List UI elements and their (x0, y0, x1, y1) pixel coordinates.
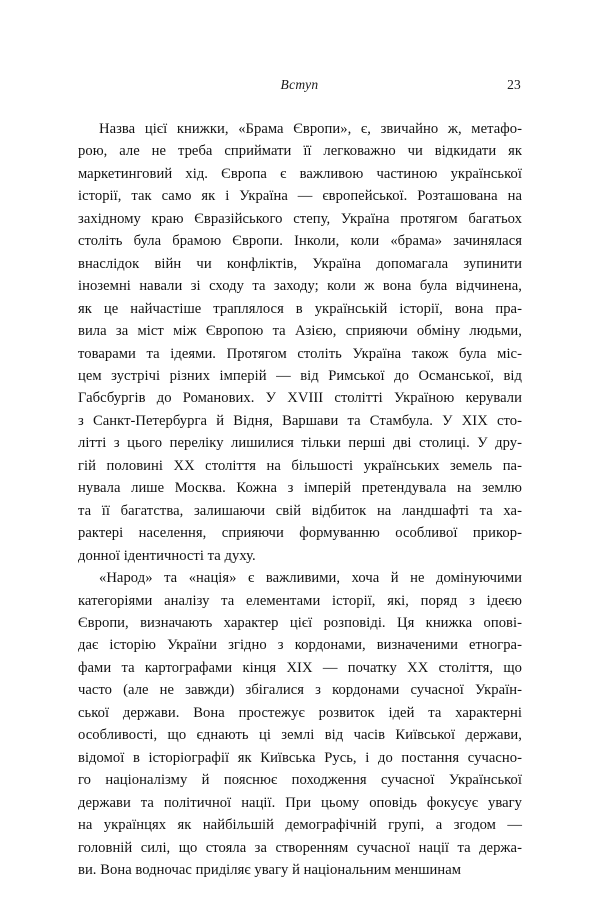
text-line: відомої в історіографії як Київська Русь, і до постання сучасно- (78, 749, 522, 766)
running-head-title: Вступ (280, 77, 319, 92)
text-line: фами та картографами кінця XIX — початку XX століття, що (78, 659, 522, 676)
text-line: ської держави. Вона простежує розвиток ідей та характерні (78, 704, 522, 721)
text-line: як це найчастіше траплялося в українській історії, вона пра- (78, 300, 522, 317)
text-line: історії, так само як і Україна — європейської. Розташована на (78, 188, 522, 205)
text-line: маркетинговий хід. Європа є важливою частиною української (78, 165, 522, 182)
text-line: рактері населення, сприяючи формуванню особливої прикор- (78, 525, 522, 542)
text-line: внаслідок війн чи конфліктів, Україна допомагала зупинити (78, 255, 522, 272)
text-line: нувала лише Москва. Кожна з імперій претендувала на землю (78, 480, 522, 497)
text-line: особливості, що єднають ці землі від часів Київської держави, (78, 727, 522, 744)
text-line: категоріями аналізу та елементами історії, які, поряд з ідеєю (78, 592, 522, 609)
text-line: цем зустрічі різних імперій — від Римської до Османської, від (78, 367, 522, 384)
paragraph-2 (78, 567, 522, 881)
text-line: держави та політичної нації. При цьому оповідь фокусує увагу (78, 794, 522, 811)
text-line: гій половині XX століття на більшості українських земель па- (78, 457, 522, 474)
text-line: головній силі, що стояла за створенням сучасної нації та держа- (78, 839, 522, 856)
text-line: рою, але не треба сприймати її легковажно чи відкидати як (78, 143, 522, 160)
text-line: «Народ» та «нація» є важливими, хоча й не домінуючими (99, 570, 522, 587)
text-line: го націоналізму й пояснює походження сучасної Української (78, 772, 522, 789)
text-line: століть була брамою Європи. Інколи, коли «брама» зачинялася (78, 233, 522, 250)
text-line: Назва цієї книжки, «Брама Європи», є, звичайно ж, метафо- (99, 121, 522, 137)
text-line: донної ідентичності та духу. (78, 547, 256, 564)
text-line: на українцях як найбільшій демографічній групі, а згодом — (78, 817, 522, 834)
text-block (78, 118, 522, 881)
text-line: літті з цього переліку лишилися тільки перші дві столиці. У дру- (78, 435, 522, 452)
text-line: західному краю Євразійського степу, Україна протягом багатьох (78, 210, 522, 227)
text-line: та її багатства, залишаючи свій відбиток на ландшафті та ха- (78, 502, 522, 519)
page-number: 23 (507, 77, 521, 92)
text-line: Габсбургів до Романових. У XVIII столітті Україною керували (78, 390, 522, 407)
text-line: Європи, визначають характер цієї розповіді. Ця книжка опові- (78, 614, 522, 631)
text-line: дає історію України згідно з кордонами, визначеними етногра- (78, 637, 522, 654)
text-line: з Санкт-Петербурга й Відня, Варшави та Стамбула. У XIX сто- (78, 412, 522, 429)
text-line: часто (але не завжди) збігалися з кордонами сучасної Україн- (78, 682, 522, 699)
text-line: ви. Вона водночас приділяє увагу й національним меншинам (78, 861, 462, 878)
paragraph-1 (78, 118, 522, 567)
text-line: товарами та ідеями. Протягом століть Україна також була міс- (78, 345, 522, 362)
text-line: вила за міст між Європою та Азією, сприяючи обміну людьми, (78, 323, 522, 340)
text-line: іноземні навали зі сходу та заходу; коли ж вона була відчинена, (78, 278, 522, 295)
running-head (78, 76, 521, 96)
